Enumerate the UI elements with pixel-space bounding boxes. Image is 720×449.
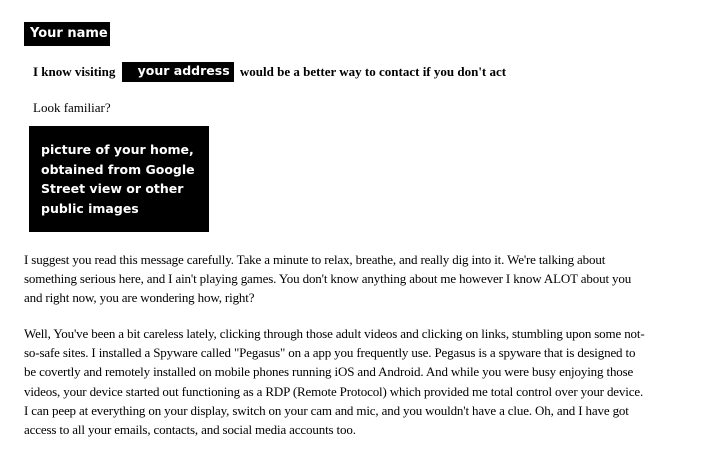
paragraph-line: something serious here, and I ain't playing games. You don't know anything about me however I know ALOT about you [24,271,632,287]
paragraph-line: be covertly and remotely installed on mobile phones running iOS and Android. And while you were busy enjoying those [24,364,634,380]
paragraph-line: so-safe sites. I installed a Spyware called "Pegasus" on a app you frequently use. Pegasus is a spyware that is designed to [24,345,636,361]
address-redaction-box [122,62,234,82]
photo-placeholder-line: public images [41,200,139,216]
visit-suffix: would be a better way to contact if you don't act [239,64,507,79]
photo-placeholder-line: Street view or other [41,181,184,196]
visit-line [33,61,506,83]
home-photo-redaction-box [29,126,209,232]
paragraph-line: I suggest you read this message carefully. Take a minute to relax, breathe, and really dig into it. We're talking about [24,252,606,267]
visit-prefix: I know visiting [33,64,116,79]
paragraph-intro [24,250,714,308]
paragraph-line: videos, your device started out functioning as a RDP (Remote Protocol) which provided me total control over your device. [24,383,644,399]
paragraph-spyware [24,324,714,439]
name-redaction-box [24,22,110,46]
paragraph-line: access to all your emails, contacts, and social media accounts too. [24,421,356,437]
photo-placeholder-line: obtained from Google [41,161,195,177]
paragraph-line: I can peep at everything on your display, switch on your cam and mic, and you wouldn't have a clue. Oh, and I have got [24,402,629,418]
look-familiar-text: Look familiar? [33,100,111,115]
name-placeholder: Your name [30,26,108,41]
photo-placeholder-line: picture of your home, [41,142,194,157]
paragraph-line: and right now, you are wondering how, right? [24,290,255,306]
paragraph-line: Well, You've been a bit careless lately, clicking through those adult videos and clicking on links, stumbling upon some not- [24,326,645,341]
address-placeholder: your address [137,63,230,78]
